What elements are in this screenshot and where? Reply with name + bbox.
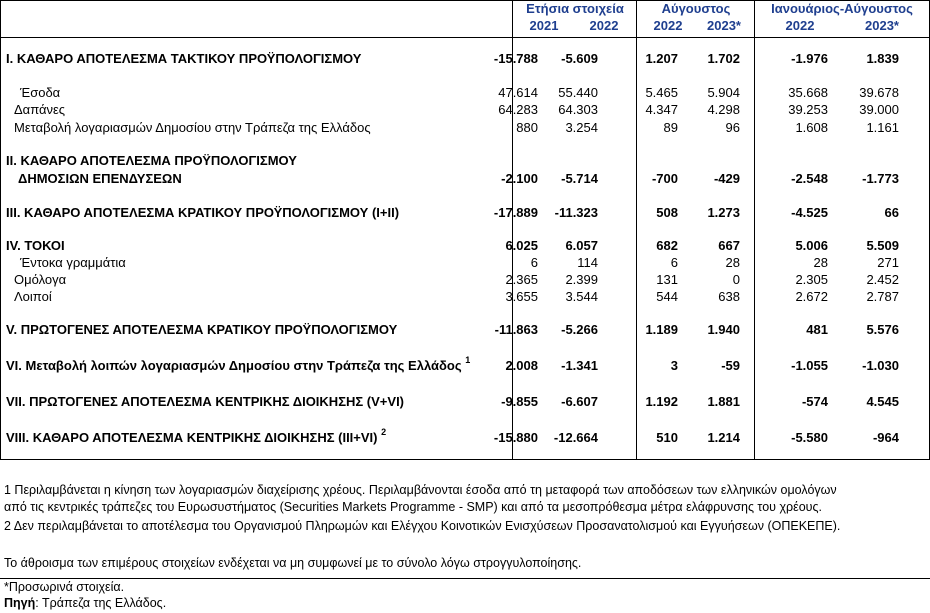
cell-value: 2.399: [565, 272, 598, 287]
cell-value: 3.254: [565, 120, 598, 135]
cell-value: 1.207: [645, 51, 678, 66]
cell-value: 35.668: [788, 85, 828, 100]
header-year: 2023*: [707, 18, 741, 33]
cell-value: 1.940: [707, 322, 740, 337]
cell-value: 6.057: [565, 238, 598, 253]
cell-value: 6: [530, 255, 538, 270]
cell-value: 39.678: [859, 85, 899, 100]
cell-value: 510: [656, 430, 678, 445]
cell-value: 5.465: [645, 85, 678, 100]
cell-value: -15.788: [493, 51, 538, 66]
cell-value: 481: [806, 322, 828, 337]
cell-value: -429: [713, 171, 740, 186]
col-divider-annual: [636, 0, 637, 460]
header-year: 2021: [529, 18, 559, 33]
row-label: Έντοκα γραμμάτια: [20, 255, 126, 270]
cell-value: -17.889: [493, 205, 538, 220]
table-row: [0, 102, 930, 120]
row-label: [6, 427, 387, 445]
cell-value: 28: [813, 255, 828, 270]
cell-value: 544: [656, 289, 678, 304]
notes-divider: [0, 578, 930, 579]
row-label: II. ΚΑΘΑΡΟ ΑΠΟΤΕΛΕΣΜΑ ΠΡΟΫΠΟΛΟΓΙΣΜΟΥ: [6, 153, 297, 168]
cell-value: -700: [651, 171, 678, 186]
row-label: Δαπάνες: [14, 102, 66, 117]
cell-value: 64.283: [498, 102, 538, 117]
cell-value: 2.365: [505, 272, 538, 287]
cell-value: 667: [718, 238, 740, 253]
cell-value: -1.055: [791, 358, 828, 373]
source-note: [4, 596, 166, 610]
footnote-ref: 2: [381, 427, 387, 437]
cell-value: 2.305: [795, 272, 828, 287]
table-row: [0, 427, 930, 448]
cell-value: 66: [884, 205, 899, 220]
footnote-1b: από τις κεντρικές τράπεζες του Ευρωσυστήματος (Securities Markets Programme - SMP) και από τα μεσοπρόθεσμα μέτρα ελάφρυνσης του χρέους.: [4, 500, 822, 514]
row-label-text: VIII. ΚΑΘΑΡΟ ΑΠΟΤΕΛΕΣΜΑ ΚΕΝΤΡΙΚΗΣ ΔΙΟΙΚΗΣΗΣ (III+VI): [6, 430, 378, 445]
cell-value: 3: [670, 358, 678, 373]
cell-value: 1.839: [866, 51, 899, 66]
cell-value: 880: [516, 120, 538, 135]
cell-value: -5.609: [561, 51, 598, 66]
header-year: 2022: [785, 18, 815, 33]
table-row: [0, 355, 930, 376]
cell-value: 1.881: [707, 394, 740, 409]
cell-value: 39.253: [788, 102, 828, 117]
header-bottom-border: [0, 37, 930, 38]
cell-value: -5.580: [791, 430, 828, 445]
row-label: III. ΚΑΘΑΡΟ ΑΠΟΤΕΛΕΣΜΑ ΚΡΑΤΙΚΟΥ ΠΡΟΫΠΟΛΟΓΙΣΜΟΥ (I+II): [6, 205, 400, 220]
header-august-group: Αύγουστος: [661, 1, 731, 16]
provisional-note: *Προσωρινά στοιχεία.: [4, 580, 125, 594]
col-divider-august: [754, 0, 755, 460]
cell-value: 55.440: [558, 85, 598, 100]
cell-value: -4.525: [791, 205, 828, 220]
row-label: [6, 355, 471, 373]
cell-value: 2.452: [866, 272, 899, 287]
table-row: [0, 238, 930, 256]
table-row: [0, 120, 930, 138]
table-row: [0, 289, 930, 307]
footnote-1a: 1 Περιλαμβάνεται η κίνηση των λογαριασμών διαχείρισης χρέους. Περιλαμβάνονται έσοδα από τη μεταφορά των αποδόσεων των ελληνικών ομολόγων: [4, 483, 837, 497]
cell-value: 6.025: [505, 238, 538, 253]
left-border: [0, 0, 1, 460]
cell-value: 6: [670, 255, 678, 270]
table-bottom-border: [0, 459, 930, 460]
cell-value: 114: [577, 255, 598, 270]
cell-value: 638: [718, 289, 740, 304]
cell-value: 4.545: [866, 394, 899, 409]
header-year: 2022: [653, 18, 683, 33]
cell-value: -1.341: [561, 358, 598, 373]
cell-value: 4.298: [707, 102, 740, 117]
table-row: [0, 255, 930, 273]
cell-value: -5.714: [561, 171, 598, 186]
cell-value: 5.576: [866, 322, 899, 337]
cell-value: 3.544: [565, 289, 598, 304]
cell-value: 271: [877, 255, 899, 270]
cell-value: -5.266: [561, 322, 598, 337]
col-divider-label: [512, 0, 513, 460]
cell-value: -11.323: [554, 205, 598, 220]
row-label: I. ΚΑΘΑΡΟ ΑΠΟΤΕΛΕΣΜΑ ΤΑΚΤΙΚΟΥ ΠΡΟΫΠΟΛΟΓΙΣΜΟΥ: [6, 51, 362, 66]
footnote-ref: 1: [465, 355, 471, 365]
cell-value: 5.904: [707, 85, 740, 100]
cell-value: 2.672: [795, 289, 828, 304]
cell-value: -9.855: [501, 394, 538, 409]
cell-value: 39.000: [859, 102, 899, 117]
cell-value: 1.702: [707, 51, 740, 66]
footnote-2: 2 Δεν περιλαμβάνεται το αποτέλεσμα του Οργανισμού Πληρωμών και Ελέγχου Κοινοτικών Ενισχύσεων Προσανατολισμού και Εγγυήσεων (ΟΠΕΚΕΠΕ).: [4, 519, 841, 533]
cell-value: 131: [656, 272, 678, 287]
row-label: Έσοδα: [20, 85, 61, 100]
cell-value: 1.608: [795, 120, 828, 135]
cell-value: 1.189: [645, 322, 678, 337]
header-year: 2022: [589, 18, 619, 33]
cell-value: -1.976: [791, 51, 828, 66]
row-label: V. ΠΡΩΤΟΓΕΝΕΣ ΑΠΟΤΕΛΕΣΜΑ ΚΡΑΤΙΚΟΥ ΠΡΟΫΠΟΛΟΓΙΣΜΟΥ: [6, 322, 398, 337]
row-label: Ομόλογα: [14, 272, 67, 287]
cell-value: -2.548: [791, 171, 828, 186]
cell-value: 3.655: [505, 289, 538, 304]
cell-value: 89: [663, 120, 678, 135]
cell-value: -12.664: [553, 430, 598, 445]
table-row: [0, 85, 930, 103]
cell-value: 2.008: [505, 358, 538, 373]
table-row: [0, 205, 930, 223]
cell-value: 47.614: [498, 85, 538, 100]
cell-value: 1.192: [645, 394, 678, 409]
table-row: [0, 272, 930, 290]
cell-value: 1.214: [707, 430, 740, 445]
cell-value: -59: [721, 358, 740, 373]
row-label: ΔΗΜΟΣΙΩΝ ΕΠΕΝΔΥΣΕΩΝ: [18, 171, 182, 186]
rounding-note: Το άθροισμα των επιμέρους στοιχείων ενδέχεται να μη συμφωνεί με το σύνολο λόγω στρογγυλοποίησης.: [4, 556, 582, 570]
table-row-continuation: [0, 171, 930, 189]
cell-value: 5.006: [795, 238, 828, 253]
cell-value: 96: [725, 120, 740, 135]
header-year: 2023*: [865, 18, 899, 33]
table-row: [0, 51, 930, 69]
cell-value: -6.607: [561, 394, 598, 409]
cell-value: 682: [656, 238, 678, 253]
cell-value: 0: [732, 272, 740, 287]
row-label: IV. ΤΟΚΟΙ: [6, 238, 65, 253]
cell-value: -11.863: [494, 322, 538, 337]
cell-value: -1.773: [862, 171, 899, 186]
cell-value: 508: [656, 205, 678, 220]
cell-value: 1.161: [866, 120, 899, 135]
cell-value: -574: [801, 394, 828, 409]
row-label: Μεταβολή λογαριασμών Δημοσίου στην Τράπεζα της Ελλάδος: [14, 120, 371, 135]
header-annual-group: Ετήσια στοιχεία: [526, 1, 624, 16]
table-row: [0, 153, 930, 171]
cell-value: -964: [872, 430, 899, 445]
row-label: VII. ΠΡΩΤΟΓΕΝΕΣ ΑΠΟΤΕΛΕΣΜΑ ΚΕΝΤΡΙΚΗΣ ΔΙΟΙΚΗΣΗΣ (V+VI): [6, 394, 405, 409]
row-label-text: VI. Μεταβολή λοιπών λογαριασμών Δημοσίου στην Τράπεζα της Ελλάδος: [6, 358, 462, 373]
cell-value: 1.273: [707, 205, 740, 220]
cell-value: 2.787: [866, 289, 899, 304]
cell-value: 28: [725, 255, 740, 270]
cell-value: -1.030: [862, 358, 899, 373]
cell-value: 5.509: [866, 238, 899, 253]
row-label: Λοιποί: [14, 289, 52, 304]
cell-value: -15.880: [493, 430, 538, 445]
source-text: : Τράπεζα της Ελλάδος.: [35, 596, 167, 610]
source-label: Πηγή: [4, 596, 36, 610]
table-row: [0, 394, 930, 412]
cell-value: 64.303: [558, 102, 598, 117]
cell-value: -2.100: [501, 171, 538, 186]
cell-value: 4.347: [645, 102, 678, 117]
header-jan-aug-group: Ιανουάριος-Αύγουστος: [771, 1, 913, 16]
table-row: [0, 322, 930, 340]
